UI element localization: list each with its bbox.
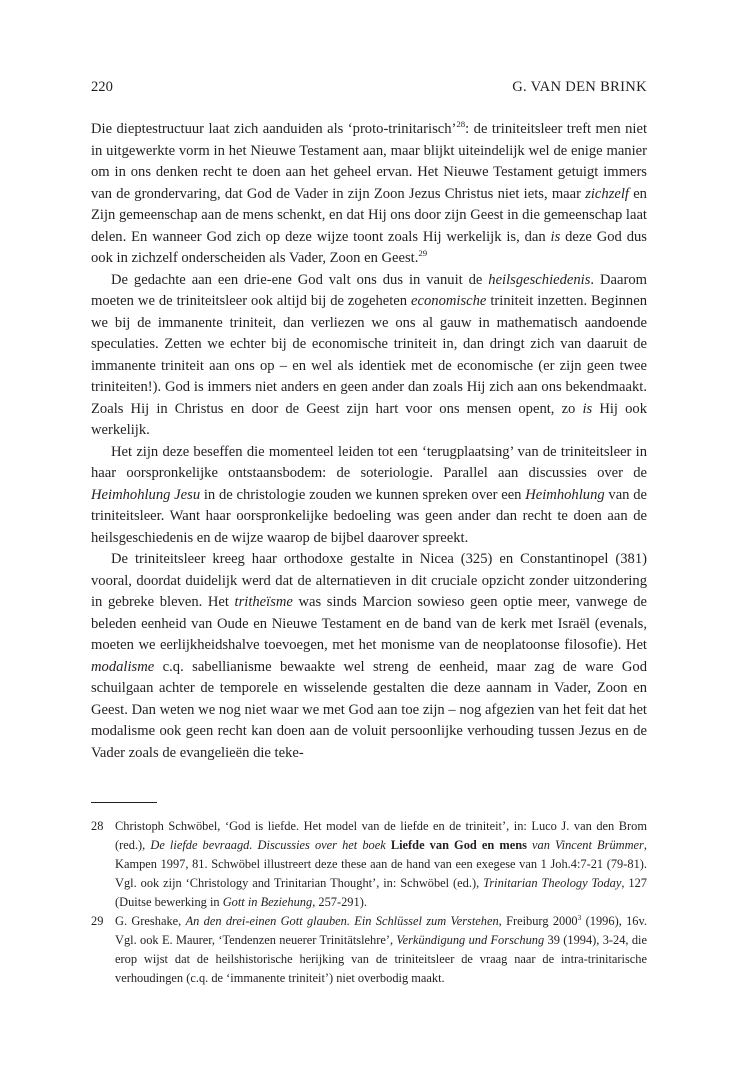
footnote-ref-29: 29 — [418, 248, 428, 259]
footnote-ref-28: 28 — [456, 119, 466, 130]
footnote-number: 29 — [91, 914, 104, 928]
page-number: 220 — [91, 79, 113, 95]
footnotes — [91, 817, 647, 988]
paragraph-4: De triniteitsleer kreeg haar orthodoxe gestalte in Nicea (325) en Constantinopel (381) vooral, doordat duidelijk werd dat de alternatieven in dit cruciale opzicht zonder uitzondering in gebreke bleven. Het tritheïsme was sinds Marcion sowieso geen optie meer, vanwege de beleden eenheid van Oude en Nieuwe Testament en de band van de kerk met Israël (evenals, moeten we eerlijkheidshalve toevoegen, met het monisme van de neoplatoonse filosofie). Het modalisme c.q. sabellianisme bewaakte wel streng de eenheid, maar zag de ware God schuilgaan achter de temporele en wisselende gestalten die deze aannam in Vader, Zoon en Geest. Dan weten we nog niet waar we met God aan toe zijn – nog afgezien van het feit dat het modalisme ook geen recht kan doen aan de voluit persoonlijke verhouding tussen Jezus en de Vader zoals de evangelieën die teke- — [91, 551, 647, 761]
footnote-separator — [91, 802, 157, 803]
paragraph-3: Het zijn deze beseffen die momenteel leiden tot een ‘terugplaatsing’ van de triniteitsleer in haar oorspronkelijke ontstaansbodem: de soteriologie. Parallel aan discussies over de Heimhohlung Jesu in de christologie zouden we kunnen spreken over een Heimhohlung van de triniteitsleer. Want haar oorspronkelijke bedoeling was geen ander dan recht te doen aan de heilsgeschiedenis en de wijze waarop de bijbel daarover spreekt. — [91, 443, 647, 546]
main-text — [91, 119, 647, 764]
footnote-28: 28 Christoph Schwöbel, ‘God is liefde. Het model van de liefde en de triniteit’, in: Luco J. van den Brom (red.), De liefde bevraagd. Discussies over het boek Liefde van God en mens van Vincent Brümmer, Kampen 1997, 81. Schwöbel illustreert deze these aan de hand van een exegese van 1 Joh.4:7-21 (79-81). Vgl. ook zijn ‘Christology and Trinitarian Thought’, in: Schwöbel (ed.), Trinitarian Theology Today, 127 (Duitse bewerking in Gott in Beziehung, 257-291). — [91, 819, 647, 909]
running-header — [91, 79, 647, 99]
footnote-29: 29 G. Greshake, An den drei-einen Gott glauben. Ein Schlüssel zum Verstehen, Freiburg 2000$^3$ (1996), 16v. Vgl. ook E. Maurer, ‘Tendenzen neuerer Trinitätslehre’, Verkündigung und Forschung 39 (1994), 3-24, die erop wijst dat de heilshistorische herijking van de triniteitsleer de vraag naar de intra-trinitarische verhoudingen (c.q. de ‘immanente triniteit’) niet overbodig maakt. — [91, 912, 647, 985]
running-title: G. VAN DEN BRINK — [512, 79, 647, 95]
paragraph-2: De gedachte aan een drie-ene God valt ons dus in vanuit de heilsgeschiedenis. Daarom moeten we de triniteitsleer ook altijd bij de zogeheten economische triniteit inzetten. Beginnen we bij de immanente triniteit, dan verliezen we ons al gauw in mathematisch aandoende speculaties. Zetten we echter bij de economische triniteit in, dan dringt zich van daaruit de immanente triniteit aan ons op – en wel als identiek met de economische (er zijn geen twee triniteiten!). God is immers niet anders en geen ander dan zoals Hij zich aan ons bekendmaakt. Zoals Hij in Christus en door de Geest zijn hart voor ons mensen opent, zo is Hij ook werkelijk. — [91, 271, 647, 438]
footnote-number: 28 — [91, 819, 104, 833]
paragraph-1: Die dieptestructuur laat zich aanduiden als ‘proto-trinitarisch’$^{28}$: de triniteitsleer treft men niet in uitgewerkte vorm in het Nieuwe Testament aan, maar blijkt uiteindelijk wel de enige manier om in ons denken recht te doen aan het geheel ervan. Het Nieuwe Testament getuigt immers van de grondervaring, dat God de Vader in zijn Zoon Jezus Christus niet iets, maar zichzelf en Zijn gemeenschap aan de mens schenkt, en dat Hij ons door zijn Geest in die gemeenschap laat delen. En wanneer God zich op deze wijze toont zoals Hij werkelijk is, dan is deze God dus ook in zichzelf onderscheiden als Vader, Zoon en Geest.$^{29}$ — [91, 119, 648, 266]
